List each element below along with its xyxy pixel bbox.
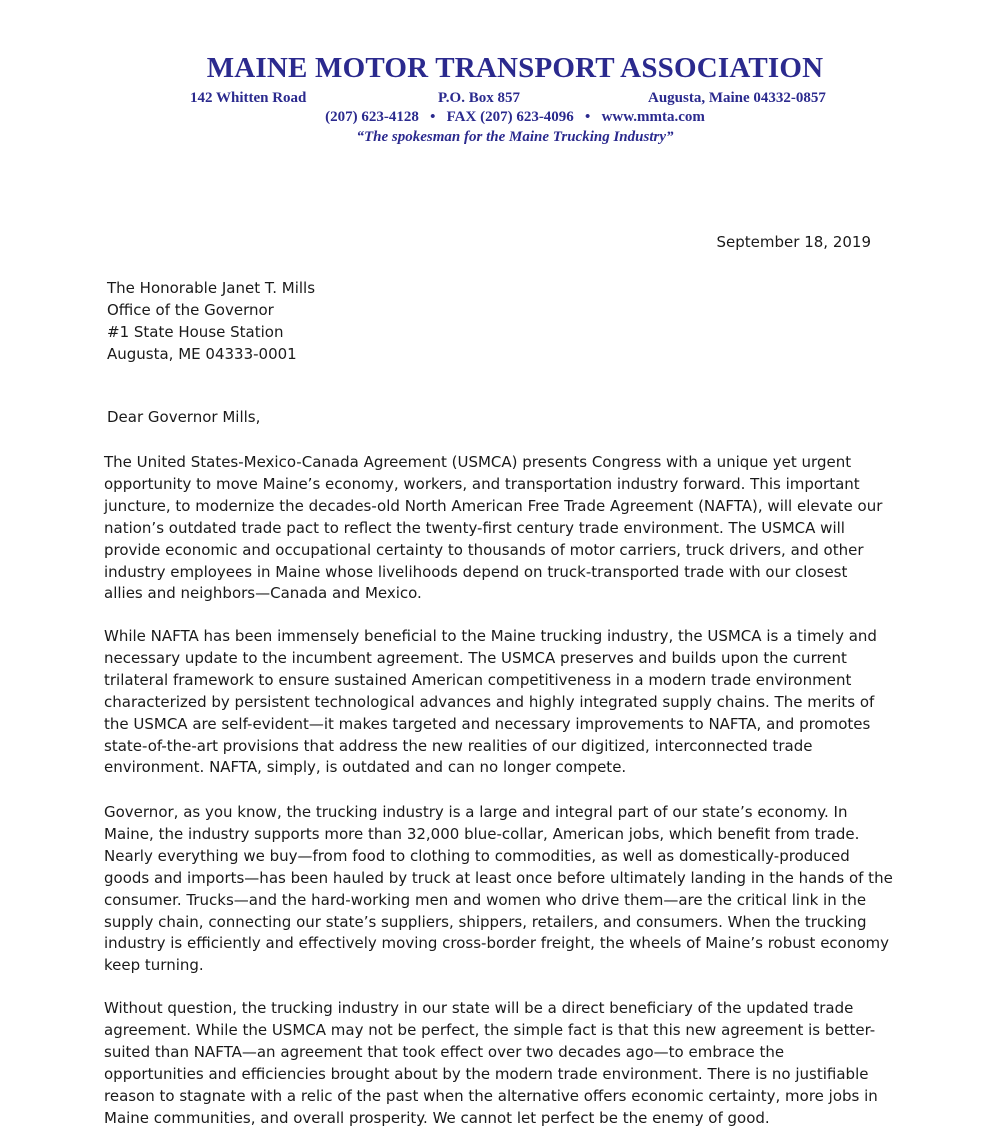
body-paragraph-1 [104, 452, 883, 605]
recipient-line: Office of the Governor [107, 301, 274, 319]
text-line: the USMCA are self-evident—it makes targeted and necessary improvements to NAFTA, and promotes [104, 714, 871, 733]
text-line: environment. NAFTA, simply, is outdated and can no longer compete. [104, 758, 627, 777]
text-line: Governor, as you know, the trucking industry is a large and integral part of our state’s economy. In [104, 803, 848, 821]
text-line: industry is efficiently and effectively moving cross-border freight, the wheels of Maine’s robust economy [104, 934, 890, 953]
contact-line: (207) 623-4128 • FAX (207) 623-4096 • www.mmta.com [325, 109, 705, 125]
text-line: suited than NAFTA—an agreement that took effect over two decades ago—to embrace the [104, 1042, 785, 1061]
text-line: consumer. Trucks—and the hard-working men and women who drive them—are the critical link in the [104, 890, 867, 909]
text-line: trilateral framework to ensure sustained American competitiveness in a modern trade environment [104, 670, 852, 689]
organization-name: MAINE MOTOR TRANSPORT ASSOCIATION [206, 52, 824, 84]
text-line: provide economic and occupational certainty to thousands of motor carriers, truck drivers, and other [104, 540, 864, 559]
recipient-address [107, 277, 315, 365]
body-paragraph-4 [104, 998, 878, 1129]
letter-date: September 18, 2019 [716, 233, 871, 251]
text-line: keep turning. [104, 956, 204, 975]
text-line: opportunities and efficiencies brought about by the modern trade environment. There is no justifiable [104, 1064, 869, 1083]
tagline: “The spokesman for the Maine Trucking Industry” [356, 129, 674, 145]
text-line: Nearly everything we buy—from food to clothing to commodities, as well as domestically-produced [104, 846, 850, 865]
text-line: Maine, the industry supports more than 32,000 blue-collar, American jobs, which benefit from trade. [104, 824, 860, 843]
text-line: state-of-the-art provisions that address the new realities of our digitized, interconnected trade [104, 736, 813, 755]
text-line: opportunity to move Maine’s economy, workers, and transportation industry forward. This important [104, 474, 860, 493]
recipient-line: #1 State House Station [107, 323, 284, 341]
street-address: 142 Whitten Road [190, 90, 307, 106]
text-line: characterized by persistent technological advances and highly integrated supply chains. The merits of [104, 692, 875, 711]
text-line: nation’s outdated trade pact to reflect the twenty-first century trade environment. The USMCA will [104, 518, 845, 537]
body-paragraph-3 [104, 802, 893, 977]
text-line: While NAFTA has been immensely beneficial to the Maine trucking industry, the USMCA is a timely and [104, 627, 877, 645]
text-line: necessary update to the incumbent agreement. The USMCA preserves and builds upon the current [104, 648, 847, 667]
text-line: Without question, the trucking industry in our state will be a direct beneficiary of the updated trade [104, 999, 854, 1017]
recipient-line: Augusta, ME 04333-0001 [107, 345, 297, 363]
text-line: reason to stagnate with a relic of the past when the alternative offers economic certainty, more jobs in [104, 1086, 878, 1105]
text-line: juncture, to modernize the decades-old North American Free Trade Agreement (NAFTA), will elevate our [104, 496, 883, 515]
salutation: Dear Governor Mills, [107, 408, 261, 426]
recipient-line: The Honorable Janet T. Mills [107, 279, 316, 297]
text-line: supply chain, connecting our state’s suppliers, shippers, retailers, and consumers. When the trucking [104, 912, 867, 931]
po-box: P.O. Box 857 [438, 90, 520, 106]
text-line: goods and imports—has been hauled by truck at least once before ultimately landing in the hands of the [104, 868, 893, 887]
city-state-zip: Augusta, Maine 04332-0857 [648, 90, 826, 106]
text-line: The United States-Mexico-Canada Agreement (USMCA) presents Congress with a unique yet urgent [104, 453, 852, 471]
text-line: industry employees in Maine whose livelihoods depend on truck-transported trade with our closest [104, 562, 848, 581]
text-line: agreement. While the USMCA may not be perfect, the simple fact is that this new agreement is better- [104, 1020, 876, 1039]
text-line: allies and neighbors—Canada and Mexico. [104, 584, 422, 603]
text-line: Maine communities, and overall prosperity. We cannot let perfect be the enemy of good. [104, 1108, 770, 1127]
body-paragraph-2 [104, 626, 877, 779]
